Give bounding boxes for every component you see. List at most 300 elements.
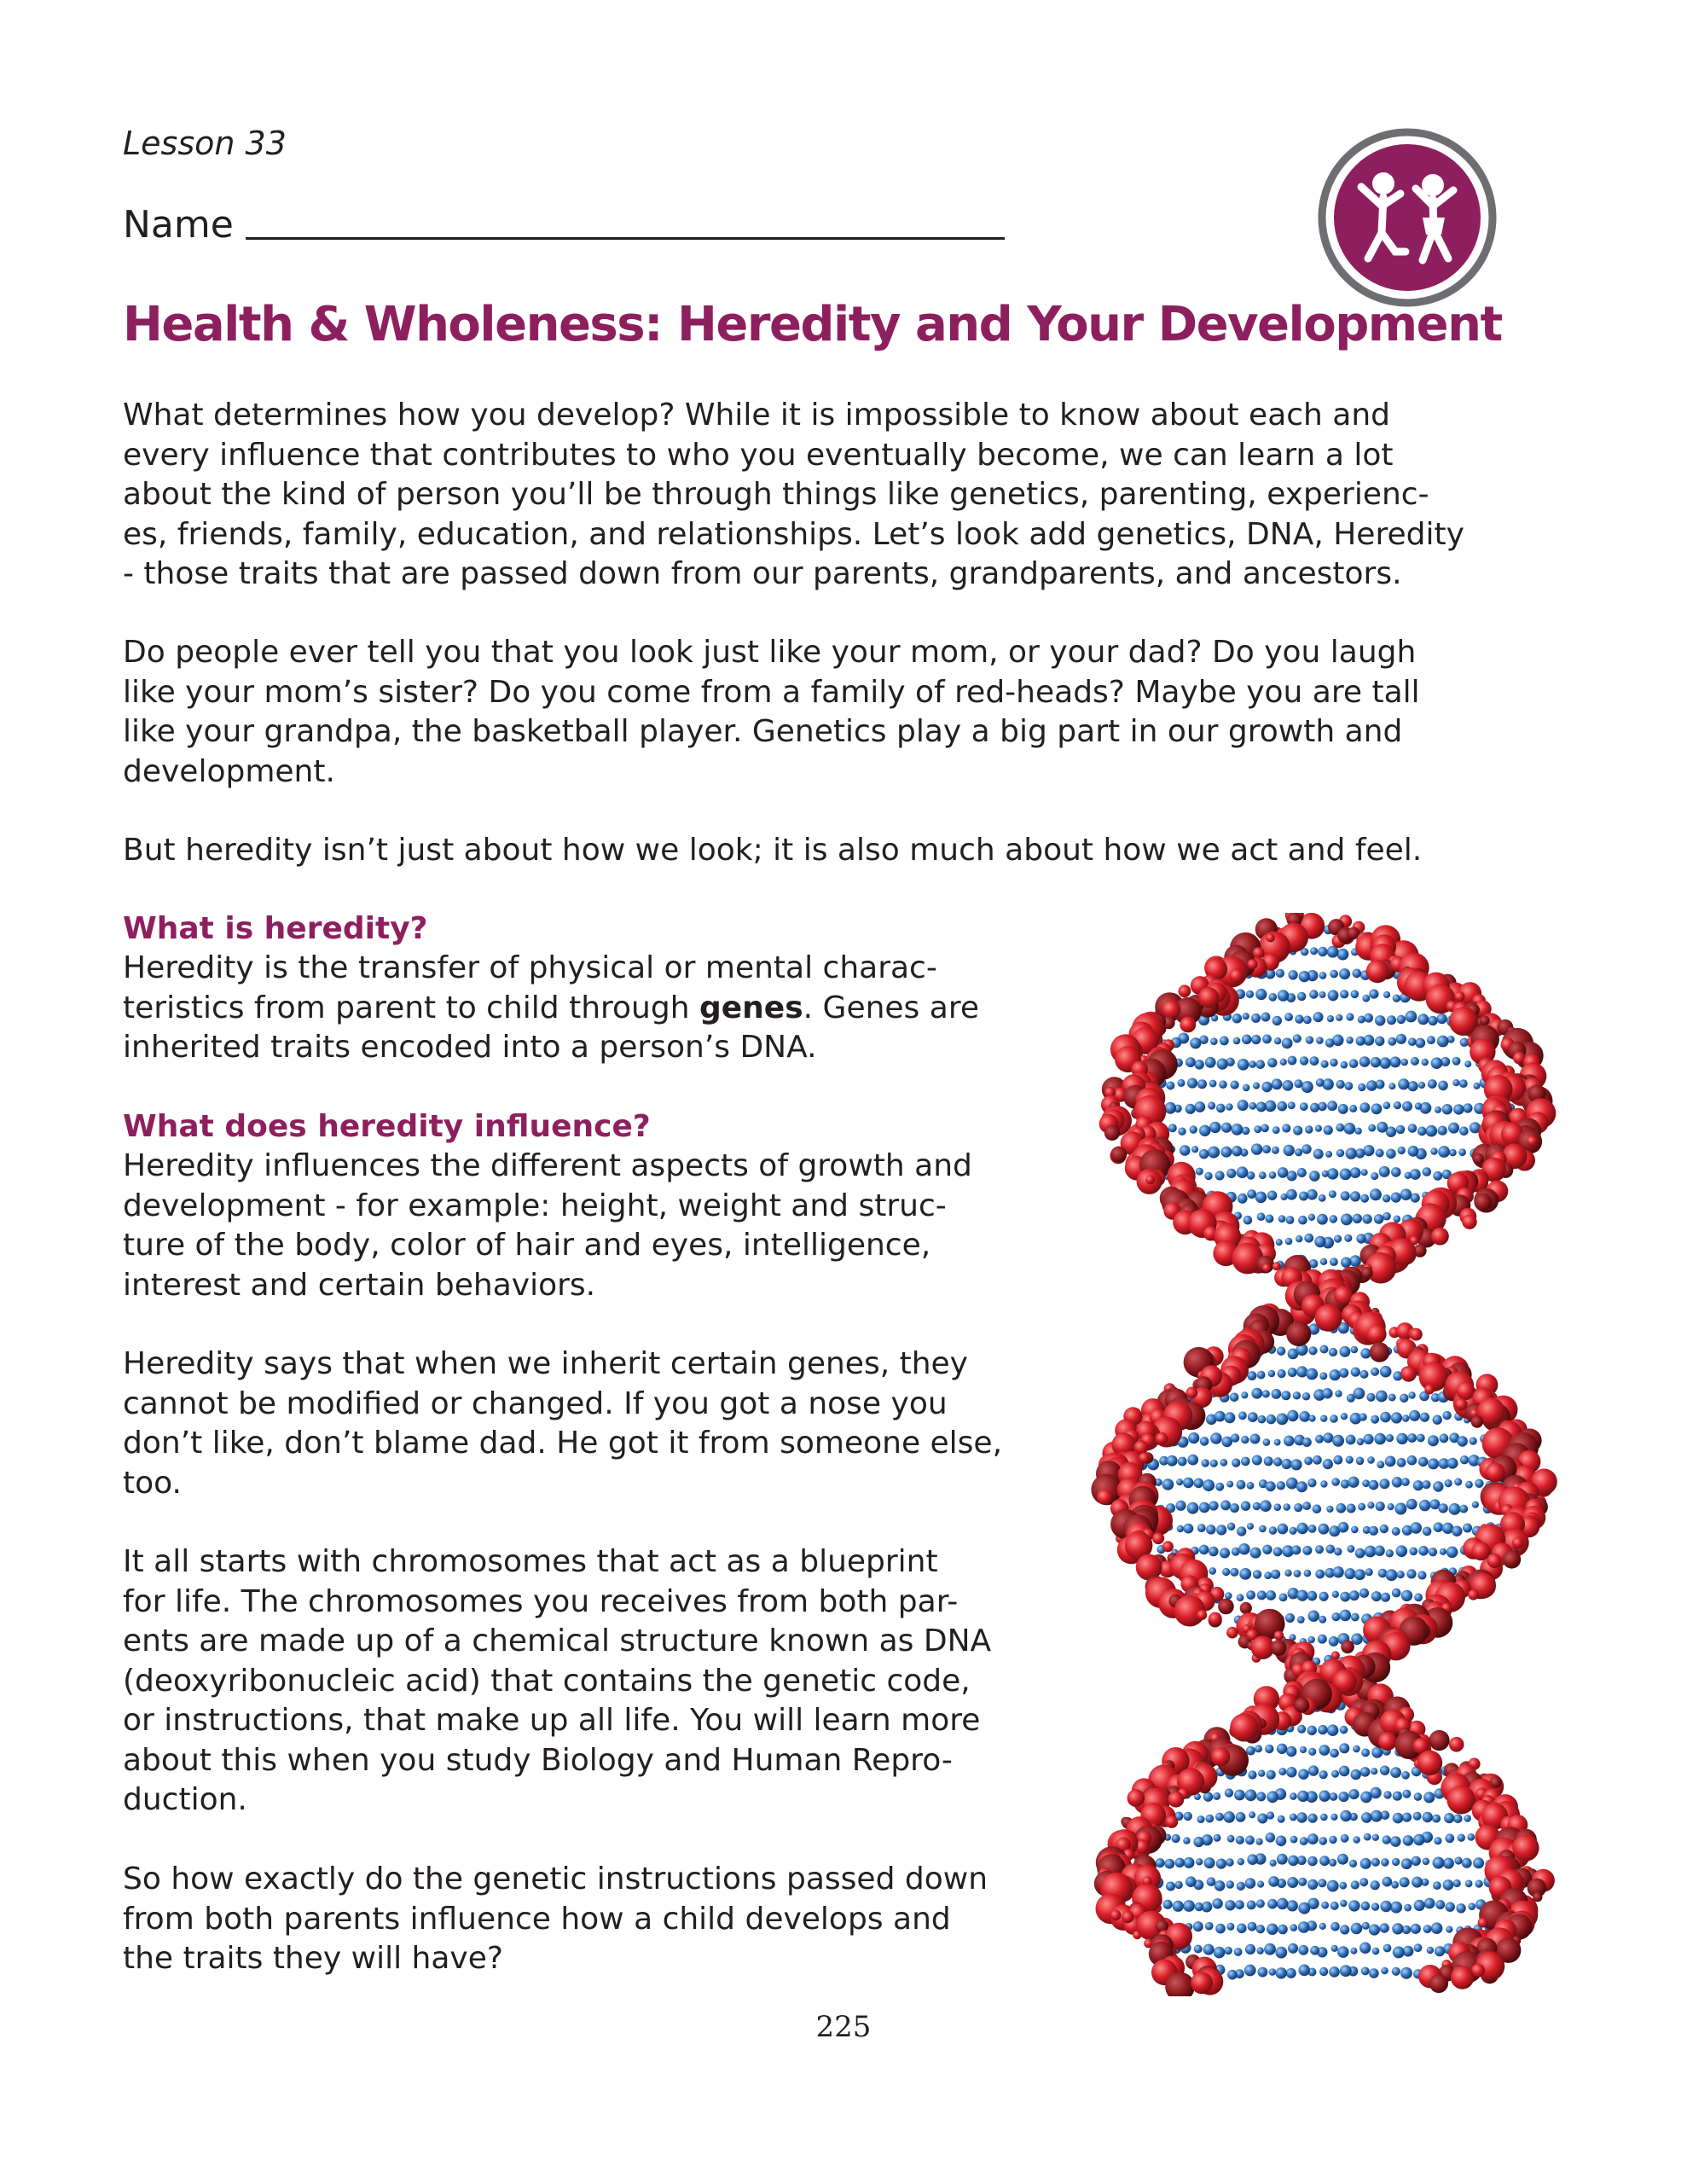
dna-sphere xyxy=(1341,1214,1353,1226)
dna-sphere xyxy=(1437,1014,1447,1024)
dna-sphere xyxy=(1389,1056,1400,1067)
dna-sphere xyxy=(1245,1944,1255,1955)
dna-sphere xyxy=(1296,1812,1307,1822)
dna-sphere xyxy=(1512,1834,1539,1861)
dna-sphere xyxy=(1369,1968,1379,1978)
dna-sphere xyxy=(1393,995,1400,1002)
dna-sphere xyxy=(1245,1789,1257,1801)
dna-sphere xyxy=(1195,1902,1203,1911)
dna-sphere xyxy=(1220,1501,1231,1511)
dna-sphere xyxy=(1362,1479,1370,1487)
dna-sphere xyxy=(1442,1523,1453,1534)
dna-sphere xyxy=(1408,1081,1418,1091)
dna-sphere xyxy=(1193,1921,1203,1931)
dna-sphere xyxy=(1194,1945,1203,1954)
dna-sphere xyxy=(1226,1481,1233,1488)
dna-sphere xyxy=(1267,1191,1277,1200)
dna-sphere xyxy=(1434,1837,1441,1844)
dna-sphere xyxy=(1273,1548,1283,1557)
dna-sphere xyxy=(1486,1462,1505,1482)
dna-sphere xyxy=(1362,1214,1371,1223)
dna-sphere xyxy=(1267,1791,1278,1803)
dna-sphere xyxy=(1319,1592,1329,1601)
dna-sphere xyxy=(1331,1770,1339,1778)
dna-sphere xyxy=(1363,1434,1373,1444)
dna-sphere xyxy=(1299,1411,1310,1422)
dna-sphere xyxy=(1443,1879,1454,1891)
dna-sphere xyxy=(1319,972,1327,979)
dna-sphere xyxy=(1392,1589,1401,1598)
dna-sphere xyxy=(1195,1060,1204,1069)
heading-what-is-heredity: What is heredity? xyxy=(123,911,428,946)
dna-sphere xyxy=(1178,1457,1187,1467)
dna-sphere xyxy=(1297,1168,1307,1177)
dna-sphere xyxy=(1286,1746,1296,1757)
dna-sphere xyxy=(1380,1525,1388,1533)
dna-sphere xyxy=(1268,1370,1276,1378)
dna-sphere xyxy=(1327,1015,1334,1022)
dna-sphere xyxy=(1408,1391,1415,1398)
dna-sphere xyxy=(1319,1745,1330,1756)
dna-sphere xyxy=(1429,1974,1448,1993)
dna-sphere xyxy=(1336,1080,1344,1089)
dna-sphere xyxy=(1426,1125,1438,1137)
dna-sphere xyxy=(1257,1814,1267,1824)
dna-sphere xyxy=(1302,1438,1312,1447)
dna-sphere xyxy=(1310,1056,1319,1066)
dna-sphere xyxy=(1256,1925,1265,1933)
dna-sphere xyxy=(1248,1770,1256,1779)
dna-sphere xyxy=(1186,1104,1196,1114)
dna-sphere xyxy=(1256,1101,1267,1112)
dna-sphere xyxy=(1208,1101,1215,1109)
dna-sphere xyxy=(1433,1171,1442,1181)
dna-sphere xyxy=(1414,1792,1423,1801)
dna-sphere xyxy=(1394,1503,1406,1515)
dna-sphere xyxy=(1383,1791,1391,1798)
dna-sphere xyxy=(1319,1194,1326,1202)
dna-sphere xyxy=(1475,1479,1483,1488)
dna-sphere xyxy=(1459,1079,1468,1088)
dna-sphere xyxy=(1265,1101,1277,1112)
dna-helix-illustration xyxy=(1076,913,1571,1996)
dna-sphere xyxy=(1226,1627,1238,1639)
dna-sphere xyxy=(1316,1037,1324,1044)
dna-sphere xyxy=(1152,1532,1164,1544)
dna-sphere xyxy=(1168,1792,1184,1808)
dna-sphere xyxy=(1323,1459,1333,1469)
dna-sphere xyxy=(1203,1479,1215,1491)
dna-sphere xyxy=(1244,1216,1253,1225)
dna-sphere xyxy=(1383,1194,1390,1202)
dna-sphere xyxy=(1340,1726,1348,1734)
dna-sphere xyxy=(1453,1104,1464,1114)
dna-sphere xyxy=(1302,1392,1310,1400)
dna-sphere xyxy=(1272,1147,1279,1154)
dna-sphere xyxy=(1247,1901,1256,1910)
dna-sphere xyxy=(1412,1877,1423,1888)
dna-sphere xyxy=(1329,1966,1340,1978)
dna-sphere xyxy=(1226,1923,1234,1931)
dna-sphere xyxy=(1290,1792,1297,1800)
dna-sphere xyxy=(1344,1234,1352,1242)
dna-sphere xyxy=(1286,1968,1296,1978)
dna-sphere xyxy=(1199,1125,1210,1136)
dna-sphere xyxy=(1340,1610,1352,1622)
dna-sphere xyxy=(1247,1523,1254,1530)
dna-sphere xyxy=(1378,1732,1397,1751)
dna-sphere xyxy=(1366,960,1389,983)
dna-sphere xyxy=(1460,1455,1469,1464)
dna-sphere xyxy=(1285,1613,1295,1623)
dna-sphere xyxy=(1210,1460,1218,1467)
dna-sphere xyxy=(1225,1900,1235,1910)
dna-sphere xyxy=(1396,1034,1406,1044)
dna-sphere xyxy=(1396,1545,1408,1557)
dna-sphere xyxy=(1264,1943,1276,1955)
dna-sphere xyxy=(1465,1880,1473,1888)
dna-sphere xyxy=(1449,1737,1464,1752)
dna-sphere xyxy=(1371,1591,1382,1601)
dna-sphere xyxy=(1262,1545,1272,1554)
dna-sphere xyxy=(1348,1477,1359,1488)
dna-sphere xyxy=(1319,1770,1328,1779)
dna-sphere xyxy=(1190,1037,1201,1048)
dna-sphere xyxy=(1313,1012,1324,1022)
dna-sphere xyxy=(1391,1193,1401,1203)
dna-sphere xyxy=(1449,1149,1457,1157)
dna-sphere xyxy=(1410,1328,1423,1341)
dna-sphere xyxy=(1237,1526,1246,1536)
dna-sphere xyxy=(1459,1505,1468,1513)
dna-sphere xyxy=(1394,1101,1401,1109)
dna-sphere xyxy=(1225,1947,1232,1955)
dna-sphere xyxy=(1251,1035,1261,1044)
dna-sphere xyxy=(1247,1189,1256,1199)
dna-sphere xyxy=(1351,1769,1361,1780)
dna-sphere xyxy=(1199,1545,1209,1555)
dna-sphere xyxy=(1279,1594,1288,1602)
dna-sphere xyxy=(1226,1169,1236,1178)
dna-sphere xyxy=(1286,1478,1298,1490)
dna-sphere xyxy=(1187,1455,1198,1466)
dna-sphere xyxy=(1451,1966,1474,1989)
dna-sphere xyxy=(1297,1725,1306,1734)
dna-sphere xyxy=(1468,1589,1479,1600)
dna-sphere xyxy=(1257,1590,1267,1600)
name-field xyxy=(123,203,1005,247)
dna-sphere xyxy=(1378,1569,1388,1578)
dna-sphere xyxy=(1222,1568,1230,1576)
dna-sphere xyxy=(1197,1815,1205,1823)
dna-sphere xyxy=(1332,1566,1343,1577)
dna-sphere xyxy=(1346,1435,1356,1445)
dna-sphere xyxy=(1420,1413,1429,1422)
dna-sphere xyxy=(1433,1481,1443,1491)
dna-sphere xyxy=(1379,1166,1390,1177)
dna-sphere xyxy=(1246,990,1254,998)
dna-sphere xyxy=(1243,1084,1250,1092)
dna-sphere xyxy=(1209,1080,1217,1088)
dna-sphere xyxy=(1408,1124,1417,1133)
dna-sphere xyxy=(1372,1948,1380,1955)
dna-sphere xyxy=(1371,1810,1383,1822)
dna-sphere xyxy=(1397,1015,1406,1024)
dna-sphere xyxy=(1276,1414,1288,1426)
dna-sphere xyxy=(1220,1037,1229,1046)
intro-paragraph-3: But heredity isn’t just about how we look; it is also much about how we act and feel. xyxy=(123,833,1423,868)
dna-sphere xyxy=(1418,1082,1425,1089)
dna-sphere xyxy=(1270,1860,1277,1867)
dna-sphere xyxy=(1296,1590,1307,1601)
dna-sphere xyxy=(1414,1943,1423,1952)
dna-sphere xyxy=(1296,1523,1307,1534)
dna-sphere xyxy=(1274,1503,1282,1511)
dna-sphere xyxy=(1336,1503,1347,1513)
dna-sphere xyxy=(1381,1967,1388,1975)
dna-sphere xyxy=(1401,1858,1412,1869)
dna-sphere xyxy=(1344,1568,1355,1579)
dna-sphere xyxy=(1288,1368,1297,1377)
dna-sphere xyxy=(1361,1967,1370,1976)
dna-sphere xyxy=(1340,1925,1349,1934)
dna-sphere xyxy=(1341,1641,1354,1654)
dna-sphere xyxy=(1238,1194,1248,1204)
dna-sphere xyxy=(1202,1459,1209,1467)
dna-sphere xyxy=(1351,1368,1360,1377)
dna-sphere xyxy=(1360,1767,1371,1777)
dna-sphere xyxy=(1385,1456,1396,1467)
dna-sphere xyxy=(1446,1786,1475,1815)
dna-sphere xyxy=(1240,1602,1252,1614)
dna-sphere xyxy=(1380,1901,1391,1912)
dna-sphere xyxy=(1365,1546,1377,1558)
dna-sphere xyxy=(1325,1151,1332,1158)
dna-sphere xyxy=(1193,1837,1203,1847)
dna-sphere xyxy=(1299,1192,1308,1201)
dna-sphere xyxy=(1428,1016,1437,1025)
dna-sphere xyxy=(1199,1149,1209,1159)
dna-sphere xyxy=(1338,1792,1348,1802)
dna-sphere xyxy=(1274,1630,1284,1641)
dna-sphere xyxy=(1462,1858,1472,1868)
dna-sphere xyxy=(1381,1593,1390,1602)
dna-sphere xyxy=(1446,1926,1452,1933)
dna-sphere xyxy=(1362,995,1370,1002)
dna-sphere xyxy=(1296,1235,1302,1242)
dna-sphere xyxy=(1419,1500,1430,1511)
dna-sphere xyxy=(1360,1370,1369,1379)
dna-sphere xyxy=(1304,1234,1313,1243)
dna-sphere xyxy=(1452,1057,1461,1066)
dna-sphere xyxy=(1247,1482,1255,1490)
dna-sphere xyxy=(1294,1079,1302,1088)
dna-sphere xyxy=(1296,1366,1307,1377)
dna-sphere xyxy=(1267,1924,1278,1935)
dna-sphere xyxy=(1401,1771,1410,1780)
dna-sphere xyxy=(1284,1436,1295,1447)
dna-sphere xyxy=(1406,1499,1417,1510)
dna-sphere xyxy=(1428,1079,1437,1089)
dna-sphere xyxy=(1340,1965,1352,1977)
dna-sphere xyxy=(1237,1166,1249,1178)
dna-sphere xyxy=(1359,1413,1367,1420)
dna-sphere xyxy=(1335,1390,1342,1397)
dna-sphere xyxy=(1230,1503,1239,1513)
dna-sphere xyxy=(1406,1569,1416,1578)
dna-sphere xyxy=(1231,1081,1239,1089)
dna-sphere xyxy=(1383,1212,1391,1221)
dna-sphere xyxy=(1337,1854,1348,1865)
dna-sphere xyxy=(1339,1882,1347,1890)
dna-sphere xyxy=(1341,1834,1349,1843)
dna-sphere xyxy=(1249,1102,1256,1110)
dna-sphere xyxy=(1128,1789,1145,1807)
dna-sphere xyxy=(1242,1035,1252,1045)
dna-sphere xyxy=(1371,1902,1379,1910)
dna-sphere xyxy=(1269,1968,1277,1976)
dna-sphere xyxy=(1301,1144,1311,1153)
dna-sphere xyxy=(1215,1483,1224,1491)
dna-sphere xyxy=(1245,1836,1255,1845)
dna-sphere xyxy=(1320,1258,1327,1265)
dna-sphere xyxy=(1387,1015,1396,1025)
dna-sphere xyxy=(1196,1858,1203,1865)
dna-sphere xyxy=(1263,1438,1271,1446)
dna-sphere xyxy=(1326,1545,1336,1554)
dna-sphere xyxy=(1238,1858,1244,1865)
dna-sphere xyxy=(1364,1833,1371,1841)
dna-sphere xyxy=(1271,1640,1287,1656)
dna-sphere xyxy=(1290,1814,1297,1821)
dna-sphere xyxy=(1213,1792,1220,1800)
heredity-definition-paragraph xyxy=(123,949,1070,1068)
dna-sphere xyxy=(1162,1000,1180,1019)
dna-sphere xyxy=(1445,1479,1452,1487)
dna-sphere xyxy=(1225,1788,1233,1797)
dna-sphere xyxy=(1361,1812,1372,1823)
dna-sphere xyxy=(1383,991,1390,998)
dna-sphere xyxy=(1249,1060,1256,1068)
dna-sphere xyxy=(1294,1570,1301,1577)
dna-sphere xyxy=(1265,1745,1273,1753)
dna-sphere xyxy=(1214,1834,1221,1842)
dna-sphere xyxy=(1211,1747,1230,1766)
dna-sphere xyxy=(1473,1857,1484,1868)
dna-sphere xyxy=(1266,1481,1276,1491)
dna-sphere xyxy=(1455,1398,1468,1411)
definition-text-before: Heredity is the transfer of physical or mental charac- teristics from parent to child through xyxy=(123,950,937,1025)
dna-sphere xyxy=(1288,1943,1298,1954)
dna-sphere xyxy=(1291,1545,1301,1554)
dna-sphere xyxy=(1346,1013,1354,1020)
dna-sphere xyxy=(1309,1415,1316,1422)
dna-sphere xyxy=(1333,1455,1342,1465)
dna-sphere xyxy=(1301,1081,1313,1093)
dna-sphere xyxy=(1235,1900,1244,1909)
dna-sphere xyxy=(1358,1016,1365,1024)
dna-sphere xyxy=(1183,1524,1193,1534)
dna-sphere xyxy=(1347,1545,1354,1553)
dna-sphere xyxy=(1277,1524,1288,1535)
dna-sphere xyxy=(1371,1172,1378,1180)
dna-sphere xyxy=(1281,1391,1290,1400)
dna-sphere xyxy=(1334,1235,1342,1243)
dna-sphere xyxy=(1302,1546,1312,1555)
dna-sphere xyxy=(1330,1258,1338,1266)
dna-sphere xyxy=(1276,1239,1283,1246)
dna-sphere xyxy=(1256,1060,1266,1069)
dna-sphere xyxy=(1458,1834,1465,1842)
dna-sphere xyxy=(1267,1899,1278,1909)
dna-sphere xyxy=(1262,1145,1271,1153)
dna-sphere xyxy=(1320,1415,1327,1422)
dna-sphere xyxy=(1442,1411,1451,1420)
dna-sphere xyxy=(1432,1815,1441,1823)
dna-sphere xyxy=(1290,1459,1301,1470)
dna-sphere xyxy=(1383,1944,1392,1953)
dna-sphere xyxy=(1406,1011,1417,1023)
dna-sphere xyxy=(1374,1433,1386,1445)
dna-sphere xyxy=(1330,1215,1338,1223)
dna-sphere xyxy=(1388,1394,1396,1402)
dna-sphere xyxy=(1319,1923,1326,1930)
dna-sphere xyxy=(1194,1101,1205,1112)
dna-sphere xyxy=(1348,1900,1359,1911)
dna-sphere xyxy=(1321,1902,1329,1909)
dna-sphere xyxy=(1336,1149,1344,1157)
dna-sphere xyxy=(1285,1238,1293,1246)
dna-sphere xyxy=(1453,1879,1461,1887)
dna-sphere xyxy=(1304,1457,1313,1466)
dna-sphere xyxy=(1361,1902,1371,1911)
dna-sphere xyxy=(1341,1061,1348,1069)
dna-sphere xyxy=(1431,1922,1443,1934)
dna-sphere xyxy=(1334,1548,1342,1555)
dna-sphere xyxy=(1400,1366,1417,1382)
dna-sphere xyxy=(1221,1123,1232,1133)
dna-sphere xyxy=(1293,1126,1302,1136)
dna-sphere xyxy=(1411,1924,1421,1934)
dna-sphere xyxy=(1238,1059,1249,1071)
dna-sphere xyxy=(1298,1965,1310,1977)
dna-sphere xyxy=(1428,1458,1439,1469)
dna-sphere xyxy=(1351,1346,1359,1354)
dna-sphere xyxy=(1371,1057,1381,1067)
dna-sphere xyxy=(1337,1946,1349,1958)
dna-sphere xyxy=(1257,1947,1264,1954)
dna-sphere xyxy=(1340,1810,1351,1821)
dna-sphere xyxy=(1245,1878,1256,1889)
dna-sphere xyxy=(1383,1835,1391,1844)
dna-sphere xyxy=(1390,1902,1402,1914)
dna-sphere xyxy=(1110,1147,1127,1163)
dna-sphere xyxy=(1467,1833,1475,1841)
dna-sphere xyxy=(1309,990,1318,998)
dna-sphere xyxy=(1198,987,1219,1008)
dna-sphere xyxy=(1175,1858,1185,1867)
dna-sphere xyxy=(1443,1858,1454,1869)
dna-sphere xyxy=(1430,1147,1437,1154)
dna-sphere xyxy=(1401,1590,1412,1601)
dna-sphere xyxy=(1334,1287,1353,1305)
dna-sphere xyxy=(1371,1768,1377,1774)
dna-sphere xyxy=(1231,1433,1239,1442)
dna-sphere xyxy=(1139,1453,1150,1464)
dna-sphere xyxy=(1226,1880,1234,1888)
dna-sphere xyxy=(1243,1013,1249,1019)
dna-sphere xyxy=(1423,1527,1432,1536)
